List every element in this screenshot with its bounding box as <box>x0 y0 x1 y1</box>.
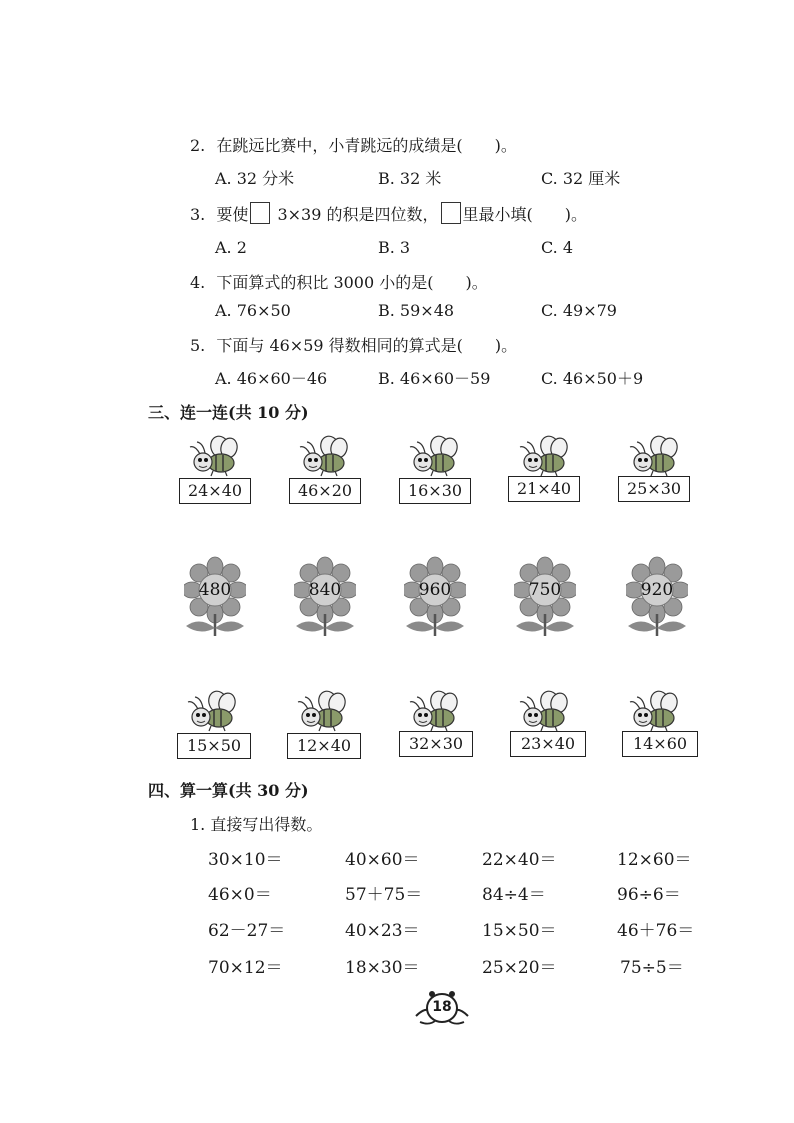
option-a: A. 76×50 <box>215 301 291 320</box>
bee-icon <box>623 433 683 477</box>
bee-icon <box>181 688 241 732</box>
calc-item: 30×10＝ <box>208 850 283 870</box>
calc-item: 75÷5＝ <box>620 958 684 978</box>
option-b: B. 59×48 <box>378 301 455 320</box>
flower-icon[interactable] <box>184 556 246 636</box>
expression-card[interactable]: 21×40 <box>508 476 580 502</box>
question-text-pre: 要使 <box>216 205 249 224</box>
option-c: C. 4 <box>541 238 574 257</box>
blank-box <box>441 202 461 224</box>
bee-icon <box>293 433 353 477</box>
flower-value: 840 <box>308 580 342 600</box>
flower-icon[interactable] <box>514 556 576 636</box>
blank-box <box>250 202 270 224</box>
flower-icon[interactable] <box>404 556 466 636</box>
option-c: C. 49×79 <box>541 301 617 320</box>
bee-icon <box>403 433 463 477</box>
calc-item: 18×30＝ <box>345 958 420 978</box>
calc-item: 57＋75＝ <box>345 885 423 905</box>
expression-card[interactable]: 23×40 <box>510 731 586 757</box>
question-4 <box>190 270 488 293</box>
flower-value: 960 <box>418 580 452 600</box>
calc-item: 12×60＝ <box>617 850 692 870</box>
expression-card[interactable]: 12×40 <box>287 733 361 759</box>
bee-icon <box>513 433 573 477</box>
section-title: 四、算一算(共 30 分) <box>148 781 309 800</box>
flower-icon[interactable] <box>626 556 688 636</box>
question-number: 4. <box>190 273 206 292</box>
bee-icon <box>403 688 463 732</box>
expression-card[interactable]: 14×60 <box>622 731 698 757</box>
bee-icon <box>291 688 351 732</box>
option-c: C. 32 厘米 <box>541 169 621 188</box>
calc-item: 25×20＝ <box>482 958 557 978</box>
question-2 <box>190 133 517 156</box>
question-text: 在跳远比赛中，小青跳远的成绩是( )。 <box>216 136 517 155</box>
section-title: 三、连一连(共 10 分) <box>148 403 309 422</box>
calc-item: 62－27＝ <box>208 921 286 941</box>
option-b: B. 46×60－59 <box>378 369 491 388</box>
calc-item: 84÷4＝ <box>482 885 546 905</box>
question-3 <box>190 202 587 225</box>
bee-icon <box>623 688 683 732</box>
question-5 <box>190 333 517 356</box>
bee-icon <box>513 688 573 732</box>
option-a: A. 46×60－46 <box>215 369 328 388</box>
flower-value: 750 <box>528 580 562 600</box>
option-c: C. 46×50＋9 <box>541 369 644 388</box>
expression-card[interactable]: 25×30 <box>618 476 690 502</box>
option-b: B. 32 米 <box>378 169 442 188</box>
question-number: 5. <box>190 336 206 355</box>
bee-icon <box>183 433 243 477</box>
flower-value: 480 <box>198 580 232 600</box>
calc-item: 40×60＝ <box>345 850 420 870</box>
expression-card[interactable]: 16×30 <box>399 478 471 504</box>
question-text: 下面与 46×59 得数相同的算式是( )。 <box>216 336 518 355</box>
option-b: B. 3 <box>378 238 411 257</box>
option-a: A. 2 <box>215 238 247 257</box>
flower-icon[interactable] <box>294 556 356 636</box>
expression-card[interactable]: 46×20 <box>289 478 361 504</box>
expression-card[interactable]: 24×40 <box>179 478 251 504</box>
subsection-title: 1. 直接写出得数。 <box>190 815 323 834</box>
expression-card[interactable]: 32×30 <box>399 731 473 757</box>
calc-item: 96÷6＝ <box>617 885 681 905</box>
calc-item: 70×12＝ <box>208 958 283 978</box>
question-number: 2. <box>190 136 206 155</box>
flower-value: 920 <box>640 580 674 600</box>
option-a: A. 32 分米 <box>215 169 295 188</box>
question-text: 下面算式的积比 3000 小的是( )。 <box>216 273 488 292</box>
question-number: 3. <box>190 205 206 224</box>
calc-item: 40×23＝ <box>345 921 420 941</box>
question-text-mid: 3×39 的积是四位数， <box>277 205 439 224</box>
calc-item: 22×40＝ <box>482 850 557 870</box>
page-number: 18 <box>432 999 452 1015</box>
expression-card[interactable]: 15×50 <box>177 733 251 759</box>
calc-item: 46＋76＝ <box>617 921 695 941</box>
calc-item: 46×0＝ <box>208 885 272 905</box>
question-text-post: 里最小填( )。 <box>462 205 588 224</box>
calc-item: 15×50＝ <box>482 921 557 941</box>
